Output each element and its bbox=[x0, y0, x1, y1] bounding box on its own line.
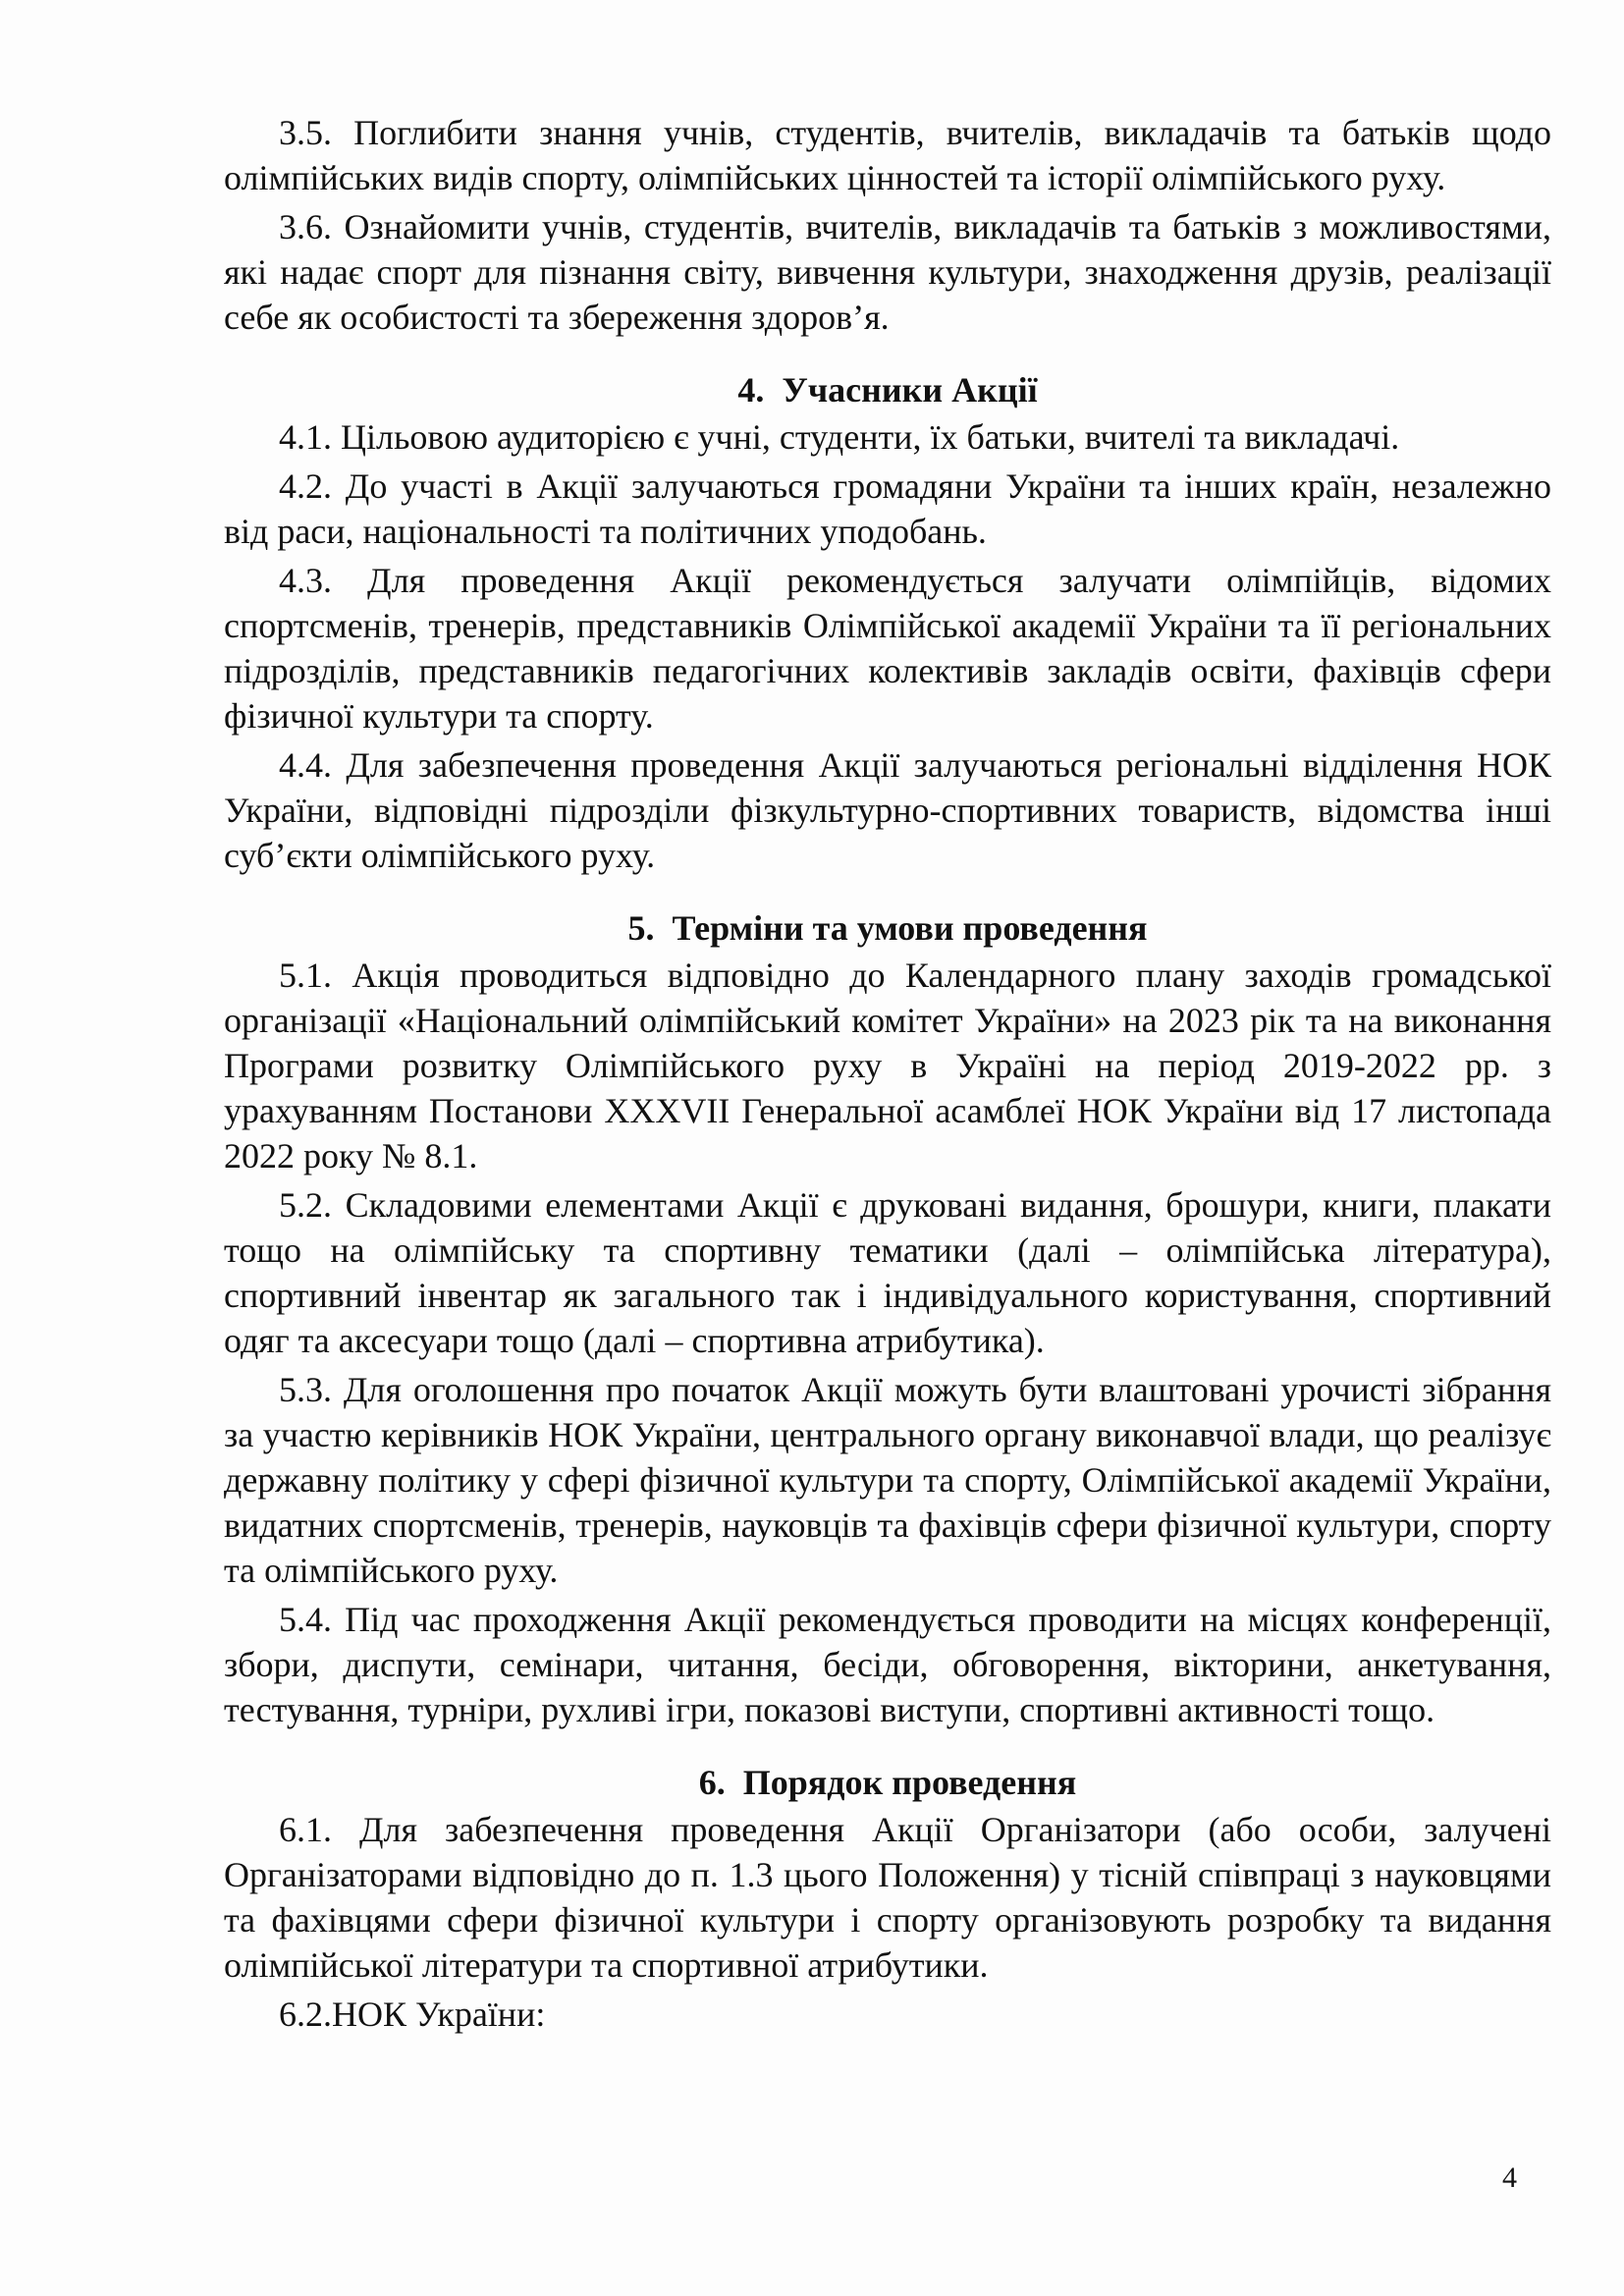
section-heading-6-title: Порядок проведення bbox=[742, 1763, 1077, 1802]
section-heading-5 bbox=[224, 905, 1551, 951]
section-heading-4-number: 4. bbox=[737, 370, 765, 410]
paragraph-5-3: 5.3. Для оголошення про початок Акції можуть бути влаштовані урочисті зібрання за участю керівників НОК України, центрального органу виконавчої влади, що реалізує державну політику у сфері фізичної культури та спорту, Олімпійської академії України, видатних спортсменів, тренерів, науковців та фахівців сфери фізичної культури, спорту та олімпійського руху. bbox=[224, 1370, 1551, 1590]
section-heading-6-number: 6. bbox=[698, 1763, 726, 1802]
paragraph-3-5: 3.5. Поглибити знання учнів, студентів, вчителів, викладачів та батьків щодо олімпійських видів спорту, олімпійських цінностей та історії олімпійського руху. bbox=[224, 113, 1551, 197]
paragraph-6-1: 6.1. Для забезпечення проведення Акції Організатори (або особи, залучені Організаторами відповідно до п. 1.3 цього Положення) у тісній співпраці з науковцями та фахівцями сфери фізичної культури і спорту організовують розробку та видання олімпійської літератури та спортивної атрибутики. bbox=[224, 1810, 1551, 1985]
paragraph-5-2: 5.2. Складовими елементами Акції є друковані видання, брошури, книги, плакати тощо на олімпійську та спортивну тематики (далі – олімпійська література), спортивний інвентар як загального так і індивідуального користування, спортивний одяг та аксесуари тощо (далі – спортивна атрибутика). bbox=[224, 1185, 1551, 1360]
section-heading-4 bbox=[224, 367, 1551, 412]
paragraph-5-4: 5.4. Під час проходження Акції рекомендується проводити на місцях конференції, збори, диспути, семінари, читання, бесіди, обговорення, вікторини, анкетування, тестування, турніри, рухливі ігри, показові виступи, спортивні активності тощо. bbox=[224, 1600, 1551, 1729]
paragraph-6-2: 6.2.НОК України: bbox=[279, 1995, 546, 2034]
paragraph-4-4: 4.4. Для забезпечення проведення Акції залучаються регіональні відділення НОК України, відповідні підрозділи фізкультурно-спортивних товариств, відомства інші суб’єкти олімпійського руху. bbox=[224, 745, 1551, 875]
section-heading-4-title: Учасники Акції bbox=[782, 370, 1038, 410]
page-number: 4 bbox=[1502, 2161, 1517, 2194]
paragraph-4-2: 4.2. До участі в Акції залучаються громадяни України та інших країн, незалежно від раси, національності та політичних уподобань. bbox=[224, 466, 1551, 551]
paragraph-5-1: 5.1. Акція проводиться відповідно до Календарного плану заходів громадської організації «Національний олімпійський комітет України» на 2023 рік та на виконання Програми розвитку Олімпійського руху в Україні на період 2019-2022 рр. з урахуванням Постанови XXXVII Генеральної асамблеї НОК України від 17 листопада 2022 року № 8.1. bbox=[224, 956, 1551, 1175]
section-heading-6 bbox=[224, 1760, 1551, 1805]
paragraph-4-3: 4.3. Для проведення Акції рекомендується залучати олімпійців, відомих спортсменів, тренерів, представників Олімпійської академії України та її регіональних підрозділів, представників педагогічних колективів закладів освіти, фахівців сфери фізичної культури та спорту. bbox=[224, 561, 1551, 736]
paragraph-4-1: 4.1. Цільовою аудиторією є учні, студенти, їх батьки, вчителі та викладачі. bbox=[279, 417, 1400, 457]
section-heading-5-title: Терміни та умови проведення bbox=[672, 908, 1148, 948]
section-heading-5-number: 5. bbox=[627, 908, 655, 948]
document-body bbox=[224, 110, 1551, 2041]
paragraph-3-6: 3.6. Ознайомити учнів, студентів, вчителів, викладачів та батьків з можливостями, які надає спорт для пізнання світу, вивчення культури, знаходження друзів, реалізації себе як особистості та збереження здоров’я. bbox=[224, 207, 1551, 337]
